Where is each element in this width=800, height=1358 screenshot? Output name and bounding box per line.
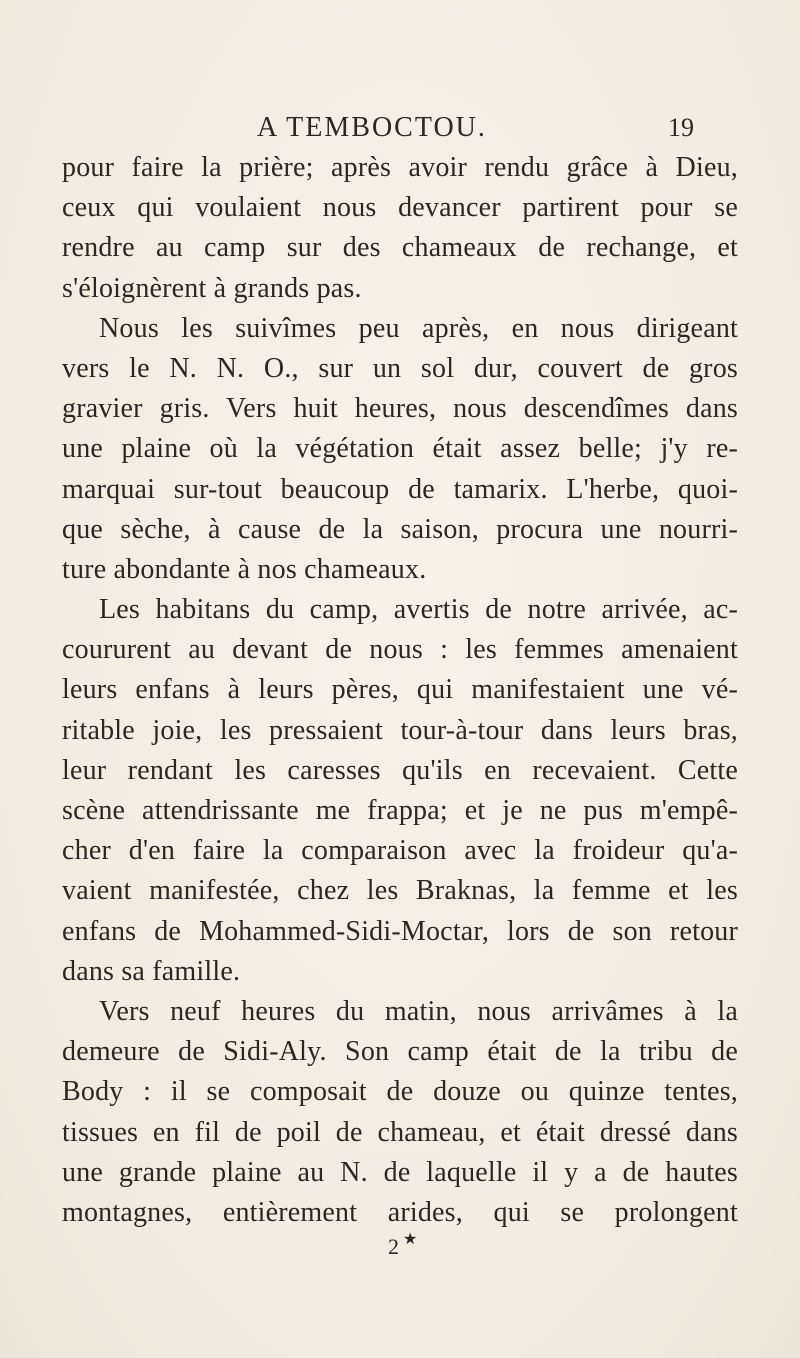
text-line: scène attendrissante me frappa; et je ne pus m'empê- (62, 795, 738, 826)
text-line: rendre au camp sur des chameaux de rechange, et (62, 232, 738, 264)
text-line: une grande plaine au N. de laquelle il y a de hautes (62, 1156, 738, 1188)
text-line: leur rendant les caresses qu'ils en recevaient. Cette (62, 754, 738, 786)
text-line: ritable joie, les pressaient tour-à-tour dans leurs bras, (62, 714, 738, 746)
printer-signature (388, 1232, 417, 1265)
text-line: leurs enfans à leurs pères, qui manifestaient une vé- (62, 674, 738, 706)
text-line: coururent au devant de nous : les femmes amenaient (62, 634, 738, 666)
text-line: Body : il se composait de douze ou quinze tentes, (62, 1076, 738, 1108)
text-line: demeure de Sidi-Aly. Son camp était de la tribu de (62, 1036, 738, 1068)
page-number: 19 (668, 113, 694, 142)
text-line: cher d'en faire la comparaison avec la froideur qu'a- (62, 835, 738, 867)
text-line: enfans de Mohammed-Sidi-Moctar, lors de son retour (62, 915, 738, 947)
text-line: gravier gris. Vers huit heures, nous descendîmes dans (62, 393, 738, 425)
text-line: Vers neuf heures du matin, nous arrivâmes à la (99, 995, 738, 1027)
running-title: A TEMBOCTOU. (257, 112, 487, 143)
text-line: que sèche, à cause de la saison, procura une nourri- (62, 513, 738, 545)
text-line: vers le N. N. O., sur un sol dur, couvert de gros (62, 352, 738, 384)
body-text (62, 148, 738, 1233)
text-line: ceux qui voulaient nous devancer partirent pour se (62, 192, 738, 224)
text-line: marquai sur-tout beaucoup de tamarix. L'herbe, quoi- (62, 473, 738, 505)
text-line: s'éloignèrent à grands pas. (62, 272, 362, 304)
text-line: ture abondante à nos chameaux. (62, 553, 427, 585)
text-line: une plaine où la végétation était assez belle; j'y re- (62, 433, 738, 465)
star-icon: ★ (403, 1231, 418, 1248)
text-line: dans sa famille. (62, 955, 241, 987)
text-line: vaient manifestée, chez les Braknas, la femme et les (62, 875, 738, 907)
text-line: Nous les suivîmes peu après, en nous dirigeant (99, 312, 738, 344)
running-head (0, 108, 800, 148)
text-line: tissues en fil de poil de chameau, et était dressé dans (62, 1116, 738, 1148)
text-line: Les habitans du camp, avertis de notre arrivée, ac- (99, 594, 738, 626)
signature-number: 2 (388, 1234, 399, 1259)
text-line: pour faire la prière; après avoir rendu grâce à Dieu, (62, 152, 738, 183)
text-line: montagnes, entièrement arides, qui se prolongent (62, 1196, 738, 1228)
